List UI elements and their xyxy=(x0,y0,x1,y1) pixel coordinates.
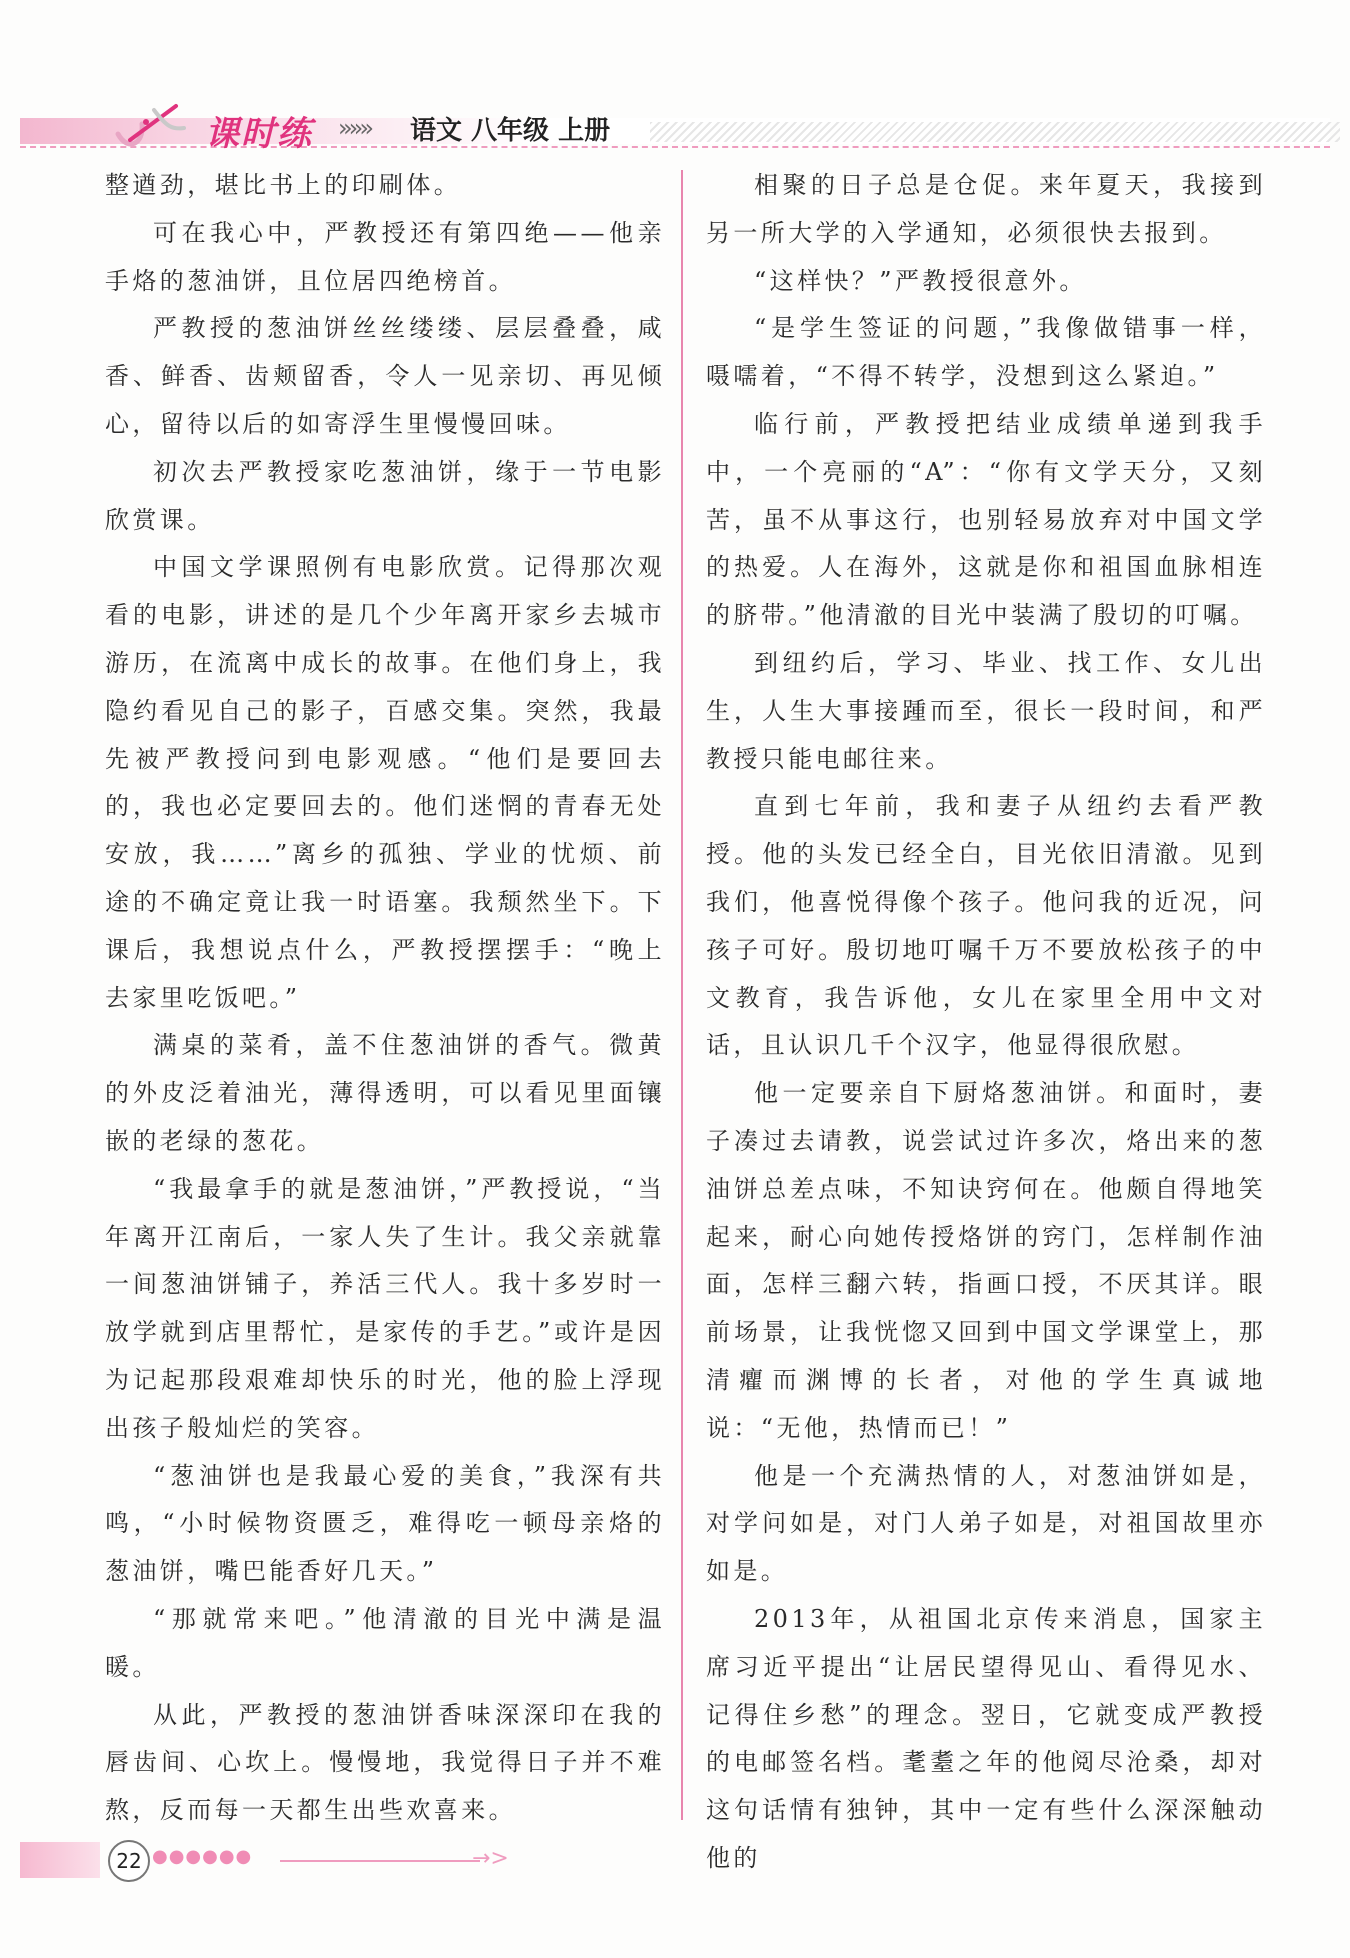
paragraph: 他是一个充满热情的人，对葱油饼如是，对学问如是，对门人弟子如是，对祖国故里亦如是。 xyxy=(706,1461,1266,1586)
page-header xyxy=(0,100,1350,160)
paragraph: “我最拿手的就是葱油饼，”严教授说，“当年离开江南后，一家人失了生计。我父亲就靠一间葱油饼铺子，养活三代人。我十多岁时一放学就到店里帮忙，是家传的手艺。”或许是因为记起那段艰难却快乐的时光，他的脸上浮现出孩子般灿烂的笑容。 xyxy=(105,1174,665,1442)
paragraph: 可在我心中，严教授还有第四绝——他亲手烙的葱油饼，且位居四绝榜首。 xyxy=(105,218,665,295)
paragraph: 到纽约后，学习、毕业、找工作、女儿出生，人生大事接踵而至，很长一段时间，和严教授只能电邮往来。 xyxy=(706,648,1266,773)
paragraph: 初次去严教授家吃葱油饼，缘于一节电影欣赏课。 xyxy=(105,457,665,534)
arrow-right-icon: →> xyxy=(472,1846,509,1871)
footer-pink-block xyxy=(20,1842,100,1878)
column-divider xyxy=(681,170,683,1820)
paragraph: 从此，严教授的葱油饼香味深深印在我的唇齿间、心坎上。慢慢地，我觉得日子并不难熬，反而每一天都生出些欢喜来。 xyxy=(105,1700,665,1825)
header-hatch-pattern xyxy=(650,122,1340,142)
paragraph: 临行前，严教授把结业成绩单递到我手中，一个亮丽的“A”：“你有文学天分，又刻苦，虽不从事这行，也别轻易放弃对中国文学的热爱。人在海外，这就是你和祖国血脉相连的脐带。”他清澈的目光中装满了殷切的叮嘱。 xyxy=(706,409,1266,630)
paragraph: 他一定要亲自下厨烙葱油饼。和面时，妻子凑过去请教，说尝试过许多次，烙出来的葱油饼总差点味，不知诀窍何在。他颇自得地笑起来，耐心向她传授烙饼的窍门，怎样制作油面，怎样三翻六转，指画口授，不厌其详。眼前场景，让我恍惚又回到中国文学课堂上，那清癯而渊博的长者，对他的学生真诚地说：“无他，热情而已！” xyxy=(706,1079,1266,1442)
paragraph: 相聚的日子总是仓促。来年夏天，我接到另一所大学的入学通知，必须很快去报到。 xyxy=(706,171,1266,247)
footer-dots: ●●●●●● xyxy=(152,1846,253,1867)
right-text-column xyxy=(706,162,1266,1883)
paragraph: 直到七年前，我和妻子从纽约去看严教授。他的头发已经全白，目光依旧清澈。见到我们，他喜悦得像个孩子。他问我的近况，问孩子可好。殷切地叮嘱千万不要放松孩子的中文教育，我告诉他，女儿在家里全用中文对话，且认识几千个汉字，他显得很欣慰。 xyxy=(706,792,1266,1060)
paragraph: 中国文学课照例有电影欣赏。记得那次观看的电影，讲述的是几个少年离开家乡去城市游历，在流离中成长的故事。在他们身上，我隐约看见自己的影子，百感交集。突然，我最先被严教授问到电影观感。“他们是要回去的，我也必定要回去的。他们迷惘的青春无处安放，我……”离乡的孤独、学业的忧烦、前途的不确定竟让我一时语塞。我颓然坐下。下课后，我想说点什么，严教授摆摆手：“晚上去家里吃饭吧。” xyxy=(105,553,665,1012)
footer-line xyxy=(280,1860,480,1862)
paragraph: “葱油饼也是我最心爱的美食，”我深有共鸣，“小时候物资匮乏，难得吃一顿母亲烙的葱油饼，嘴巴能香好几天。” xyxy=(105,1461,665,1586)
page-number: 22 xyxy=(108,1840,150,1882)
chevrons-icon: »»» xyxy=(338,114,371,142)
paragraph: 2013年，从祖国北京传来消息，国家主席习近平提出“让居民望得见山、看得见水、记得住乡愁”的理念。翌日，它就变成严教授的电邮签名档。耄耋之年的他阅尽沧桑，却对这句话情有独钟，其中一定有些什么深深触动他的 xyxy=(706,1604,1266,1872)
paragraph: 满桌的菜肴，盖不住葱油饼的香气。微黄的外皮泛着油光，薄得透明，可以看见里面镶嵌的老绿的葱花。 xyxy=(105,1031,665,1155)
paragraph: “那就常来吧。”他清澈的目光中满是温暖。 xyxy=(105,1604,665,1681)
paragraph: “这样快？”严教授很意外。 xyxy=(754,266,1087,295)
paragraph: 整遒劲，堪比书上的印刷体。 xyxy=(105,171,462,199)
subject-grade-label: 语文 八年级 上册 xyxy=(410,116,611,146)
pen-logo-icon xyxy=(110,100,190,156)
brand-title: 课时练 xyxy=(205,114,313,154)
paragraph: “是学生签证的问题，”我像做错事一样，嗫嚅着，“不得不转学，没想到这么紧迫。” xyxy=(706,314,1266,391)
left-text-column xyxy=(105,162,665,1835)
paragraph: 严教授的葱油饼丝丝缕缕、层层叠叠，咸香、鲜香、齿颊留香，令人一见亲切、再见倾心，留待以后的如寄浮生里慢慢回味。 xyxy=(105,314,665,438)
